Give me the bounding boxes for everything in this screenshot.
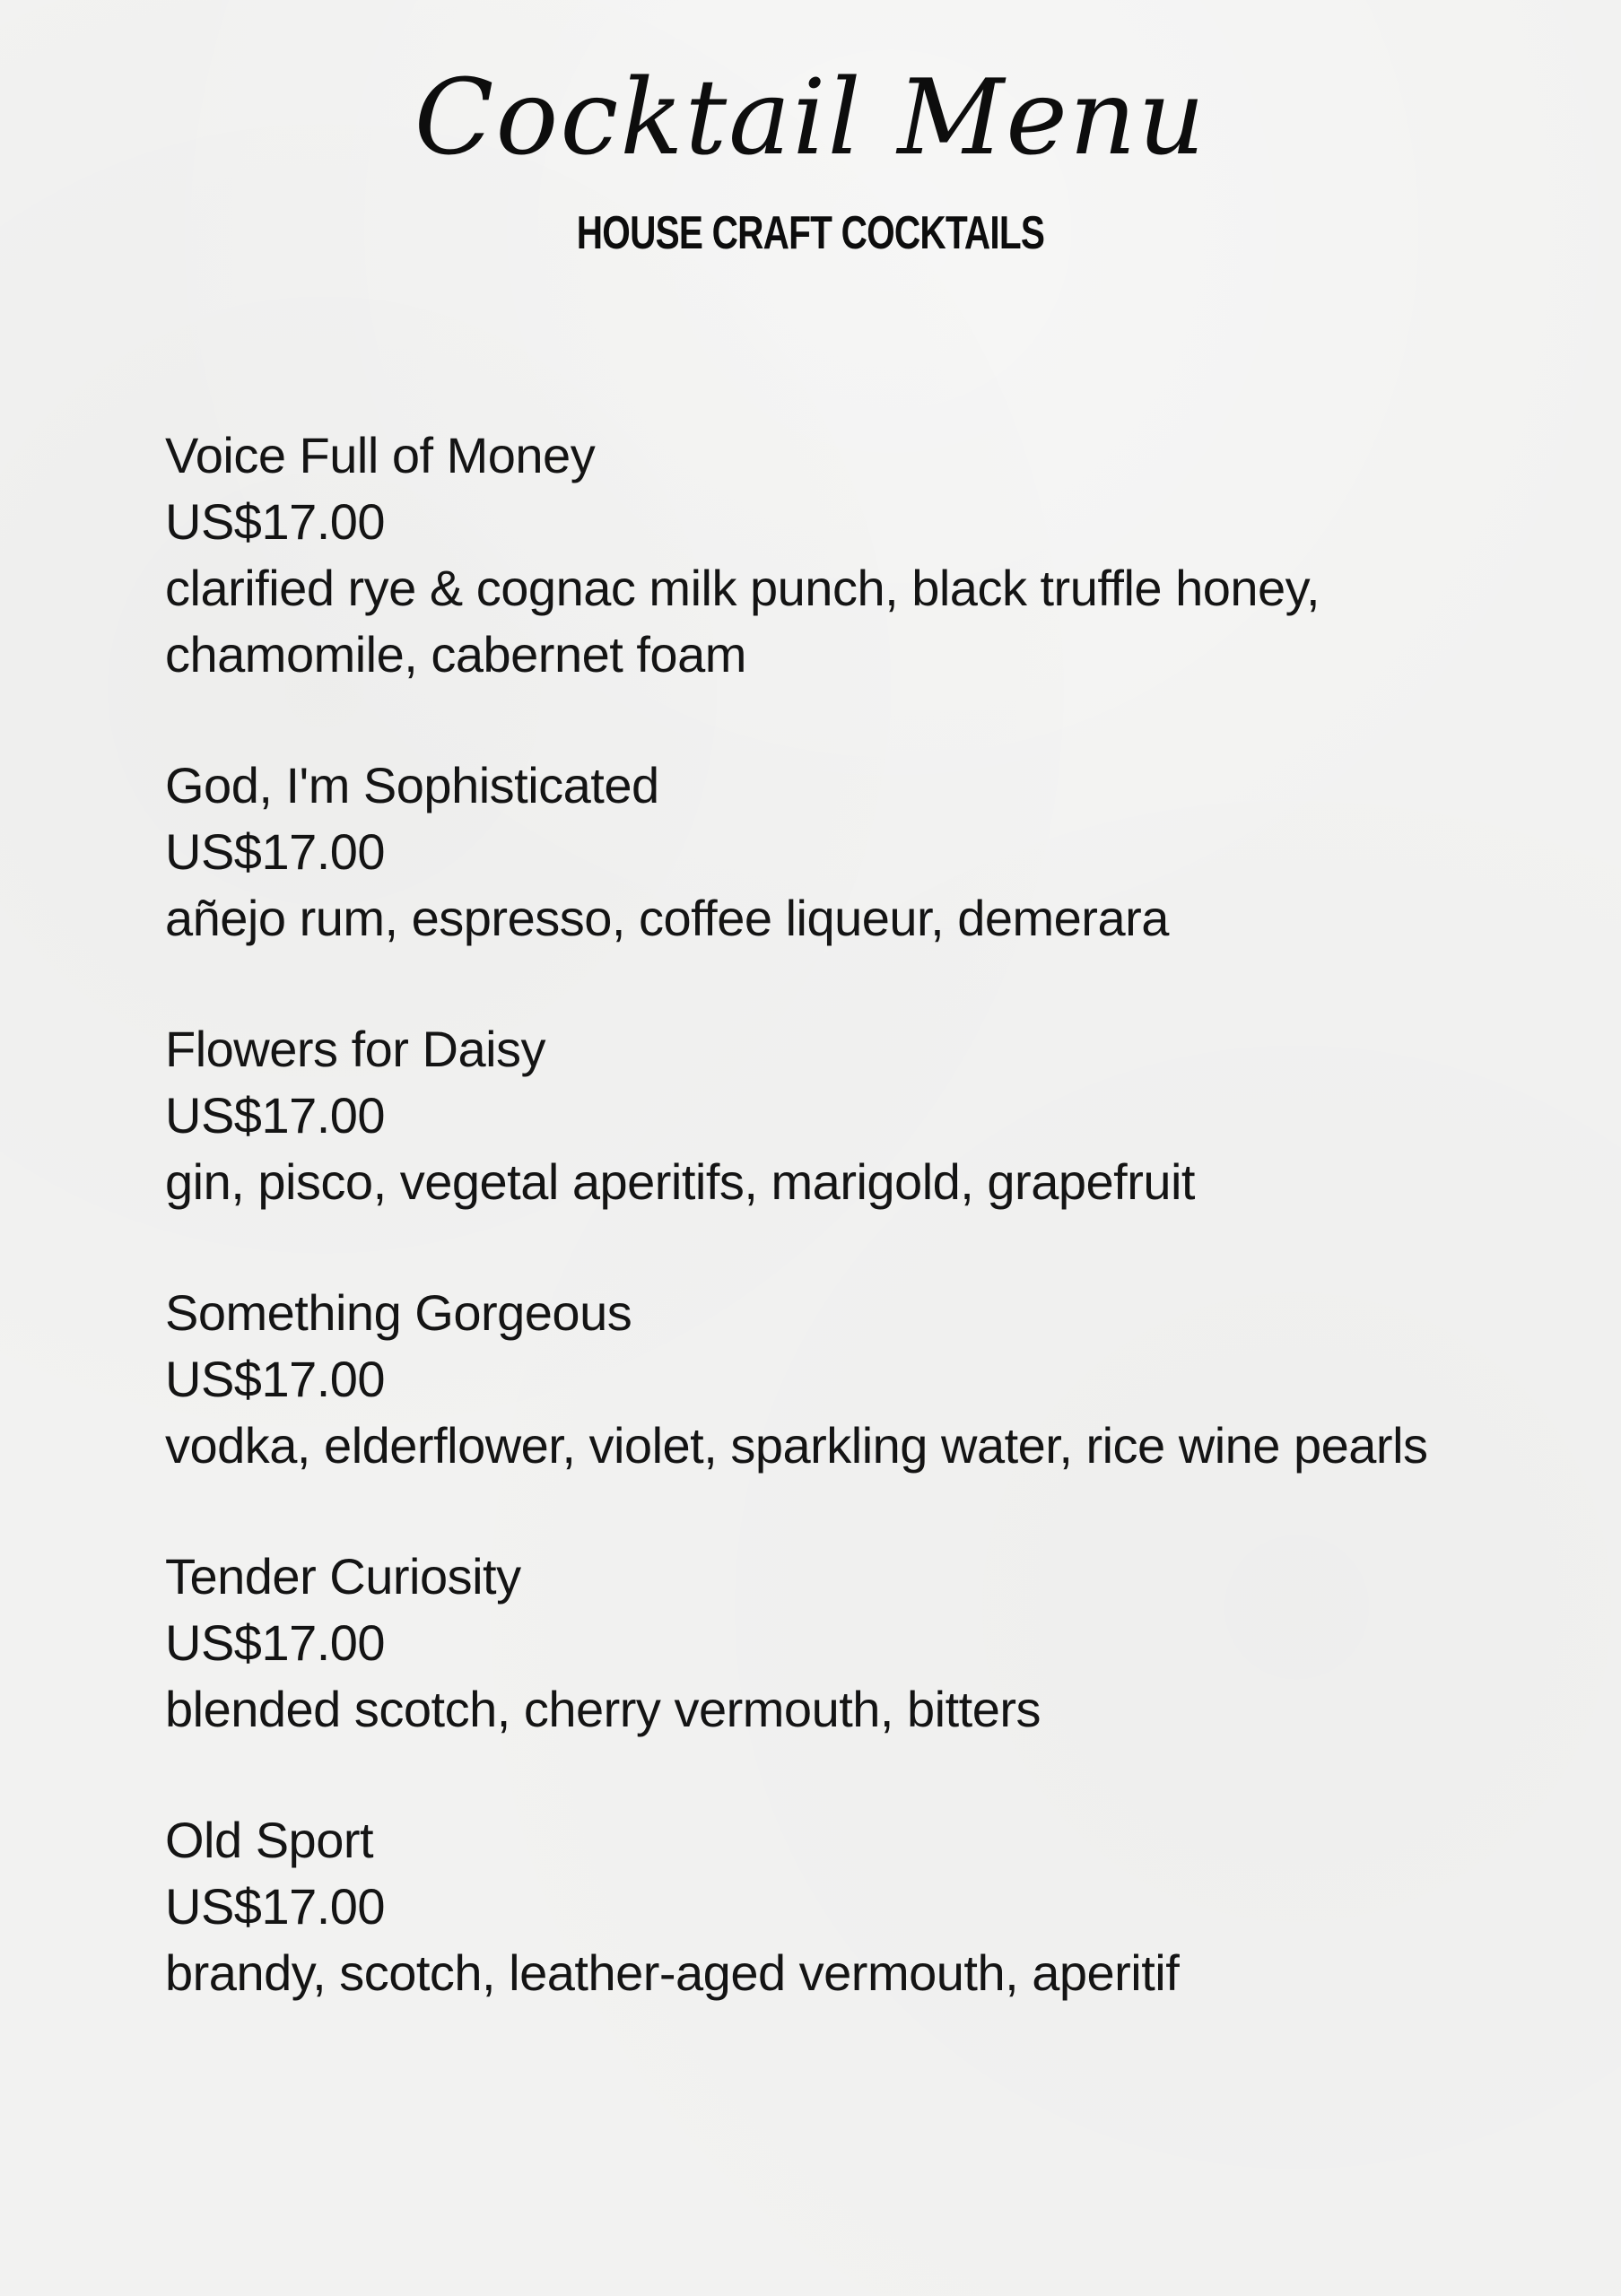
cocktail-price: US$17.00 <box>165 1614 386 1671</box>
cocktail-description: añejo rum, espresso, coffee liqueur, demerara <box>165 890 1169 946</box>
cocktail-description: blended scotch, cherry vermouth, bitters <box>165 1681 1041 1737</box>
cocktail-description: vodka, elderflower, violet, sparkling water, rice wine pearls <box>165 1417 1428 1474</box>
cocktail-description: clarified rye & cognac milk punch, black truffle honey, chamomile, cabernet foam <box>165 560 1320 683</box>
cocktail-description: brandy, scotch, leather-aged vermouth, aperitif <box>165 1944 1180 2001</box>
menu-subtitle: HOUSE CRAFT COCKTAILS <box>576 207 1045 259</box>
cocktail-item <box>165 422 1511 688</box>
cocktail-item <box>165 1016 1511 1215</box>
cocktail-price: US$17.00 <box>165 823 386 880</box>
cocktail-description: gin, pisco, vegetal aperitifs, marigold, grapefruit <box>165 1153 1195 1210</box>
cocktail-name: Flowers for Daisy <box>165 1021 546 1077</box>
cocktail-item <box>165 1280 1511 1479</box>
cocktail-name: Tender Curiosity <box>165 1548 521 1605</box>
menu-title: Cocktail Menu <box>414 57 1207 178</box>
cocktail-price: US$17.00 <box>165 1351 386 1407</box>
cocktail-item <box>165 1544 1511 1743</box>
cocktail-name: Something Gorgeous <box>165 1284 632 1341</box>
cocktail-name: Voice Full of Money <box>165 427 596 483</box>
cocktail-name: Old Sport <box>165 1812 374 1868</box>
cocktail-name: God, I'm Sophisticated <box>165 757 659 813</box>
cocktail-price: US$17.00 <box>165 1878 386 1935</box>
cocktail-item <box>165 1807 1511 2006</box>
cocktail-item <box>165 752 1511 952</box>
cocktail-price: US$17.00 <box>165 493 386 550</box>
cocktail-price: US$17.00 <box>165 1087 386 1144</box>
cocktail-list <box>165 422 1511 2071</box>
